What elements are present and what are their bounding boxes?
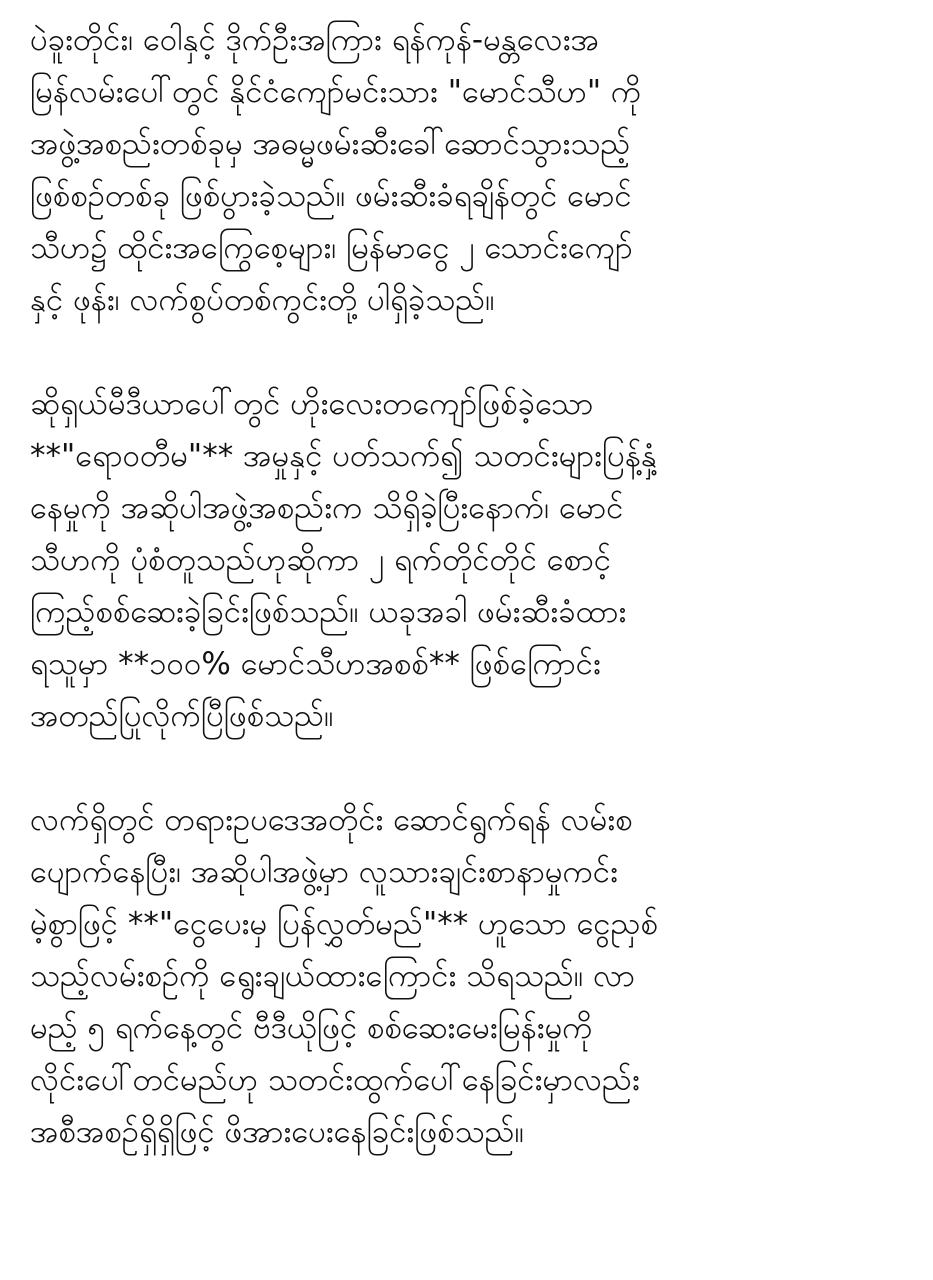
text-line: ပျောက်နေပြီး၊ အဆိုပါအဖွဲ့မှာ လူသားချင်းစာနာမှုကင်း bbox=[30, 854, 618, 890]
text-line: ရသူမှာ **၁၀၀% မောင်သီဟအစစ်** ဖြစ်ကြောင်း bbox=[30, 646, 601, 682]
text-line: လိုင်းပေါ်တင်မည်ဟု သတင်းထွက်ပေါ်နေခြင်းမှာလည်း bbox=[30, 1062, 640, 1098]
paragraph-2 bbox=[30, 378, 911, 742]
text-line: သည့်လမ်းစဉ်ကို ရွေးချယ်ထားကြောင်း သိရသည်။ လာ bbox=[30, 958, 635, 994]
paragraph-gap bbox=[30, 326, 911, 378]
paragraph-3 bbox=[30, 794, 911, 1158]
text-line: ဆိုရှယ်မီဒီယာပေါ်တွင် ဟိုးလေးတကျော်ဖြစ်ခဲ့သော bbox=[30, 386, 594, 422]
text-line: သီဟကို ပုံစံတူသည်ဟုဆိုကာ ၂ ရက်တိုင်တိုင် စောင့် bbox=[30, 542, 612, 578]
text-line: အစီအစဉ်ရှိရှိဖြင့် ဖိအားပေးနေခြင်းဖြစ်သည်။ bbox=[30, 1114, 524, 1150]
paragraph-gap bbox=[30, 742, 911, 794]
text-line: ပဲခူးတိုင်း၊ ဝေါနှင့် ဒိုက်ဦးအကြား ရန်ကုန်-မန္တလေးအ bbox=[30, 22, 600, 58]
paragraph-1 bbox=[30, 14, 911, 326]
text-line: အဖွဲ့အစည်းတစ်ခုမှ အဓမ္မဖမ်းဆီးခေါ်ဆောင်သွားသည့် bbox=[30, 126, 631, 162]
text-line: အတည်ပြုလိုက်ပြီဖြစ်သည်။ bbox=[30, 698, 334, 734]
text-line: ဖြစ်စဉ်တစ်ခု ဖြစ်ပွားခဲ့သည်။ ဖမ်းဆီးခံရချိန်တွင် မောင် bbox=[30, 178, 632, 214]
text-line: မဲ့စွာဖြင့် **"ငွေပေးမှ ပြန်လွှတ်မည်"** ဟူသော ငွေညှစ် bbox=[30, 906, 659, 942]
text-line: နှင့် ဖုန်း၊ လက်စွပ်တစ်ကွင်းတို့ ပါရှိခဲ့သည်။ bbox=[30, 282, 495, 318]
text-line: မည့် ၅ ရက်နေ့တွင် ဗီဒီယိုဖြင့် စစ်ဆေးမေးမြန်းမှုကို bbox=[30, 1010, 593, 1046]
text-line: လက်ရှိတွင် တရားဥပဒေအတိုင်း ဆောင်ရွက်ရန် လမ်းစ bbox=[30, 802, 633, 838]
text-line: **"ရောဝတီမ"** အမှုနှင့် ပတ်သက်၍ သတင်းများပြန့်နှံ့ bbox=[30, 438, 657, 474]
text-line: ကြည့်စစ်ဆေးခဲ့ခြင်းဖြစ်သည်။ ယခုအခါ ဖမ်းဆီးခံထား bbox=[30, 594, 627, 630]
text-line: မြန်လမ်းပေါ်တွင် နိုင်ငံကျော်မင်းသား "မောင်သီဟ" ကို bbox=[30, 74, 642, 110]
text-line: နေမှုကို အဆိုပါအဖွဲ့အစည်းက သိရှိခဲ့ပြီးနောက်၊ မောင် bbox=[30, 490, 624, 526]
text-line: သီဟ၌ ထိုင်းအကြွေစေ့များ၊ မြန်မာငွေ ၂ သောင်းကျော် bbox=[30, 230, 633, 266]
